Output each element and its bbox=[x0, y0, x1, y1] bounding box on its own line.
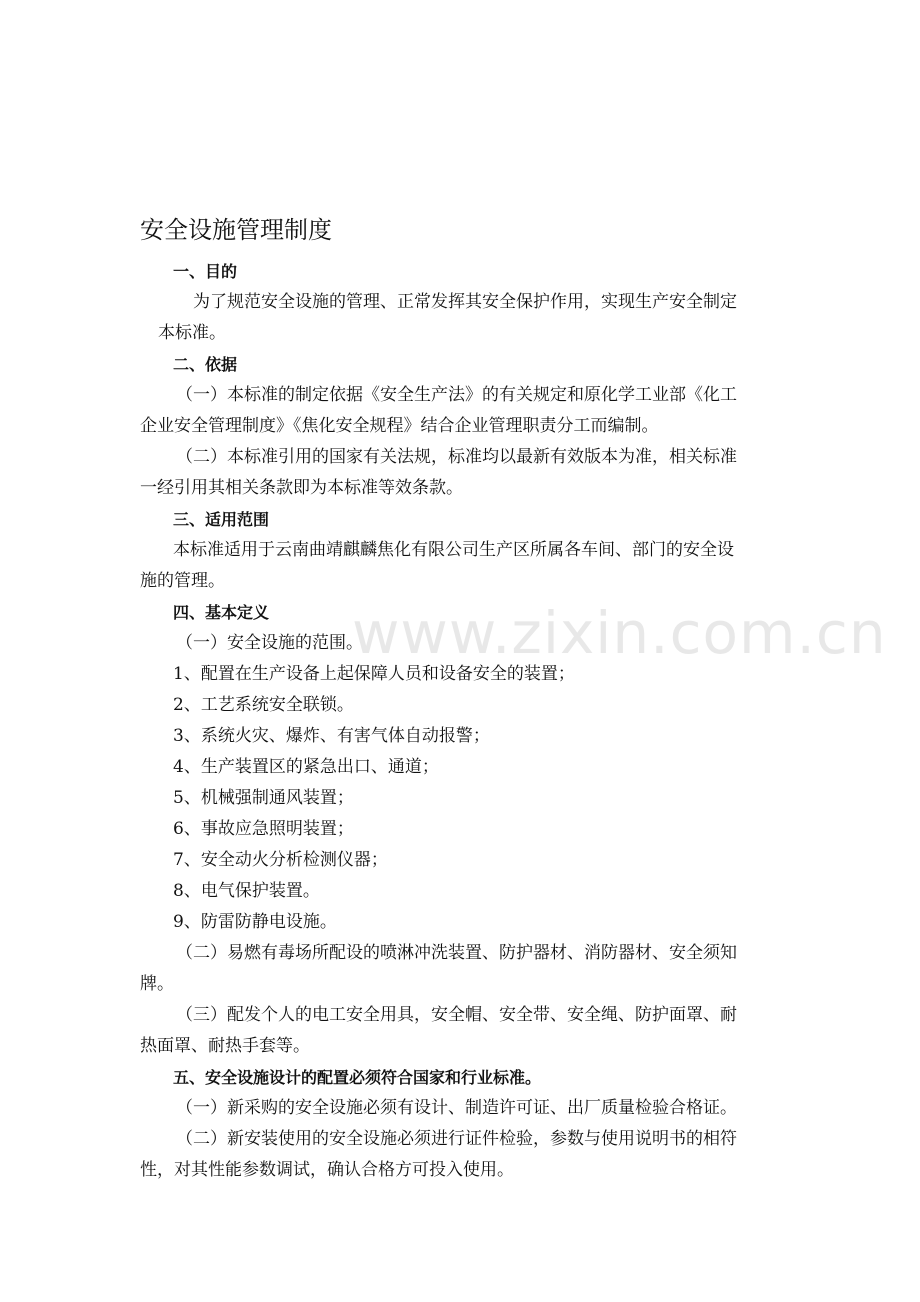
text-line: 企业安全管理制度》《焦化安全规程》结合企业管理职责分工而编制。 bbox=[140, 416, 659, 436]
text-line: （三）配发个人的电工安全用具，安全帽、安全带、安全绳、防护面罩、耐 bbox=[176, 1005, 737, 1025]
text-line: （二）新安装使用的安全设施必须进行证件检验，参数与使用说明书的相符 bbox=[176, 1129, 737, 1149]
document-title: 安全设施管理制度 bbox=[140, 216, 332, 244]
text-line: 7、安全动火分析检测仪器； bbox=[173, 850, 388, 870]
text-line: 性，对其性能参数调试，确认合格方可投入使用。 bbox=[140, 1160, 514, 1180]
text-line: 为了规范安全设施的管理、正常发挥其安全保护作用，实现生产安全制定 bbox=[193, 292, 737, 312]
section-heading: 四、基本定义 bbox=[173, 603, 270, 622]
text-line: 热面罩、耐热手套等。 bbox=[140, 1036, 310, 1056]
text-line: （一）安全设施的范围。 bbox=[176, 633, 363, 653]
text-line: 牌。 bbox=[140, 974, 174, 994]
text-line: （二）本标准引用的国家有关法规，标准均以最新有效版本为准，相关标准 bbox=[176, 447, 737, 467]
text-line: （二）易燃有毒场所配设的喷淋冲洗装置、防护器材、消防器材、安全须知 bbox=[176, 943, 737, 963]
text-line: 3、系统火灾、爆炸、有害气体自动报警； bbox=[173, 726, 490, 746]
watermark: www.zixin.com.cn bbox=[352, 599, 887, 667]
text-line: 9、防雷防静电设施。 bbox=[173, 912, 337, 932]
section-heading: 一、目的 bbox=[173, 262, 238, 281]
text-line: 本标准适用于云南曲靖麒麟焦化有限公司生产区所属各车间、部门的安全设 bbox=[173, 540, 734, 560]
text-line: （一）本标准的制定依据《安全生产法》的有关规定和原化学工业部《化工 bbox=[176, 385, 737, 405]
text-line: 1、配置在生产设备上起保障人员和设备安全的装置； bbox=[173, 664, 575, 684]
text-line: 施的管理。 bbox=[140, 571, 225, 591]
text-line: （一）新采购的安全设施必须有设计、制造许可证、出厂质量检验合格证。 bbox=[176, 1098, 737, 1118]
text-line: 4、生产装置区的紧急出口、通道； bbox=[173, 757, 439, 777]
text-line: 5、机械强制通风装置； bbox=[173, 788, 354, 808]
text-line: 6、事故应急照明装置； bbox=[173, 819, 354, 839]
document-body bbox=[140, 256, 790, 1186]
text-line: 本标准。 bbox=[158, 323, 226, 343]
section-heading: 五、安全设施设计的配置必须符合国家和行业标准。 bbox=[173, 1068, 542, 1087]
text-line: 一经引用其相关条款即为本标准等效条款。 bbox=[140, 478, 463, 498]
text-line: 2、工艺系统安全联锁。 bbox=[173, 695, 354, 715]
section-heading: 三、适用范围 bbox=[173, 510, 270, 529]
text-line: 8、电气保护装置。 bbox=[173, 881, 320, 901]
section-heading: 二、依据 bbox=[173, 355, 238, 374]
